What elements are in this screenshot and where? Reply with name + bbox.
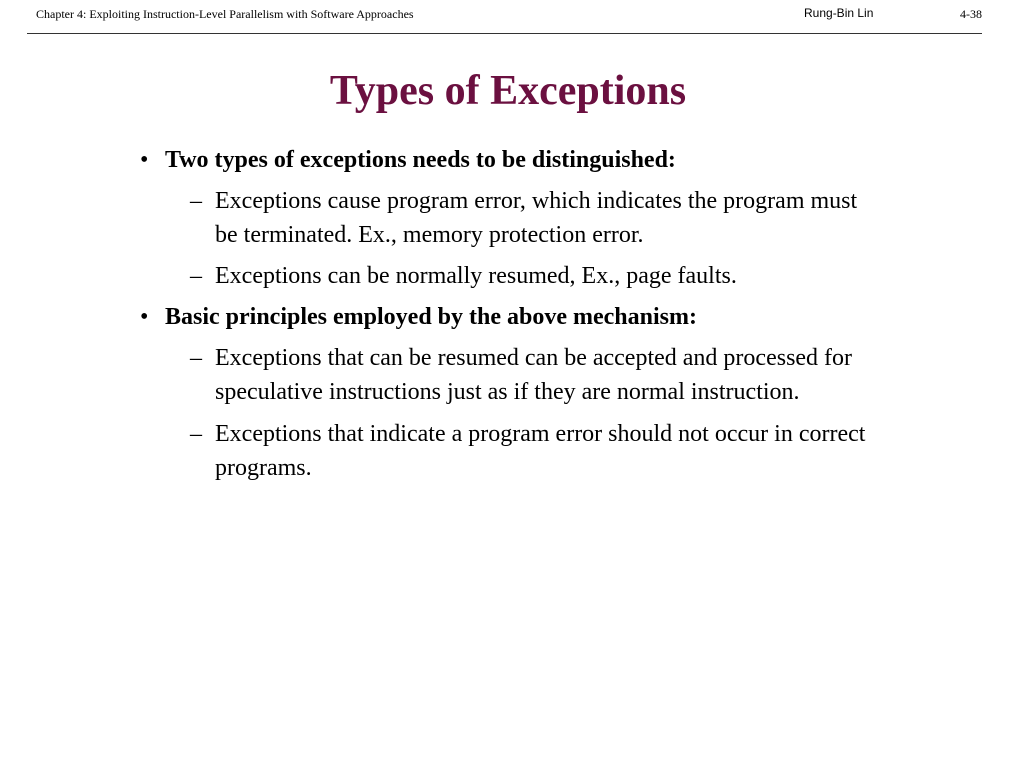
sub-text: [215, 184, 990, 252]
sub-text-line: be terminated. Ex., memory protection error.: [215, 222, 644, 248]
sub-text-line: Exceptions can be normally resumed, Ex., page faults.: [215, 263, 737, 289]
sub-text-line: programs.: [215, 455, 312, 481]
bullet-text: Two types of exceptions needs to be distinguished:: [165, 147, 676, 173]
sub-text-line: speculative instructions just as if they are normal instruction.: [215, 379, 800, 405]
sub-text: [215, 341, 990, 409]
header-author: Rung-Bin Lin: [804, 6, 874, 20]
sub-text-line: Exceptions that can be resumed can be accepted and processed for: [215, 345, 853, 371]
header-page-number: 4-38: [960, 7, 982, 21]
slide-header: [0, 0, 1024, 34]
header-divider: [27, 33, 982, 34]
sub-marker: –: [190, 421, 202, 447]
sub-text: [215, 417, 990, 485]
sub-text-line: Exceptions cause program error, which indicates the program must: [215, 188, 858, 214]
bullet-marker: •: [140, 147, 149, 173]
bullet-text: Basic principles employed by the above mechanism:: [165, 304, 697, 330]
slide-title: Types of Exceptions: [329, 68, 687, 114]
header-chapter-title: Chapter 4: Exploiting Instruction-Level Parallelism with Software Approaches: [36, 7, 414, 21]
bullet-marker: •: [140, 304, 149, 330]
sub-text: [215, 259, 990, 293]
sub-marker: –: [190, 263, 202, 289]
sub-marker: –: [190, 188, 202, 214]
sub-text-line: Exceptions that indicate a program error should not occur in correct: [215, 421, 866, 447]
sub-marker: –: [190, 345, 202, 371]
